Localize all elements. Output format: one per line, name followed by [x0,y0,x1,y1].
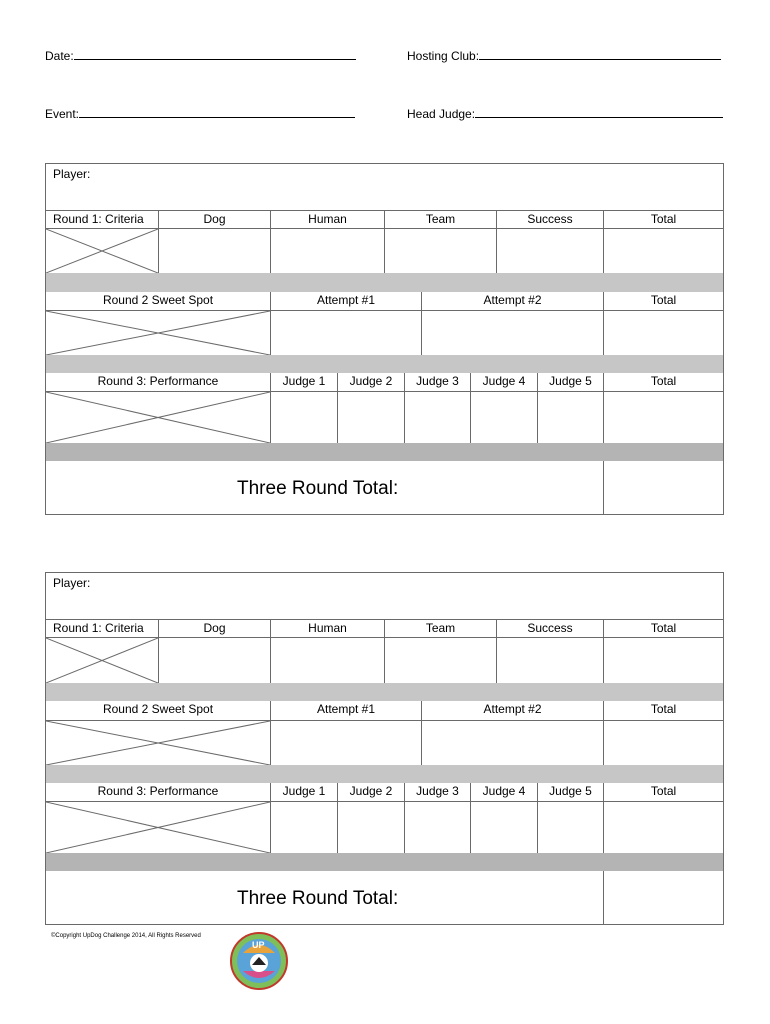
round1-header-row [46,211,723,228]
round2-col-attempt2: Attempt #2 [422,701,604,720]
round2-total-input[interactable] [604,311,723,355]
round3-col-total: Total [650,784,677,798]
round1-col-team: Team [385,620,497,637]
cross-out-icon [46,229,158,273]
round2-header-row [46,701,723,720]
three-round-total-label-cell [46,871,604,924]
round2-attempt1-input[interactable] [271,311,422,355]
cross-out-icon [46,802,270,853]
separator-bar [46,683,723,701]
round1-success-input[interactable] [497,638,604,683]
round1-dog-input[interactable] [159,229,271,273]
round1-total-input[interactable] [604,638,723,683]
round3-judge3-input[interactable] [405,802,471,853]
event-label: Event: [45,107,80,121]
round3-judge4-input[interactable] [471,392,538,443]
round1-col-total: Total [650,212,677,226]
round2-attempt2-input[interactable] [422,311,604,355]
round1-human-input[interactable] [271,638,385,683]
round1-success-input[interactable] [497,229,604,273]
separator-bar [46,355,723,373]
updog-challenge-logo-icon [229,931,289,991]
round1-col-human: Human [271,620,385,637]
player-field[interactable] [46,164,723,211]
round3-judge5-input[interactable] [538,392,604,443]
round3-col-judge2: Judge 2 [338,373,405,391]
round2-col-total: Total [650,702,677,716]
separator-bar [46,443,723,461]
round3-label: Round 3: Performance [46,373,271,391]
round3-col-judge3: Judge 3 [405,783,471,801]
date-label: Date: [45,49,74,63]
round3-judge1-input[interactable] [271,802,338,853]
round2-attempt1-input[interactable] [271,721,422,765]
cross-out-icon [46,638,158,683]
separator-bar [46,273,723,292]
cross-out-icon [46,311,270,355]
round3-judge1-input[interactable] [271,392,338,443]
score-card-1 [45,163,724,515]
round1-crossed-cell [46,638,159,683]
round2-col-attempt1: Attempt #1 [271,701,422,720]
round2-label: Round 2 Sweet Spot [46,292,271,310]
event-field[interactable] [45,106,355,121]
three-round-total-input[interactable] [604,461,723,514]
round3-input-row [46,392,723,443]
head-judge-field[interactable] [407,106,723,121]
round3-crossed-cell [46,802,271,853]
round1-col-total: Total [650,621,677,635]
round2-attempt2-input[interactable] [422,721,604,765]
round1-input-row [46,229,723,273]
round2-crossed-cell [46,721,271,765]
round1-label: Round 1: Criteria [46,211,159,228]
cross-out-icon [46,392,270,443]
round1-col-human: Human [271,211,385,228]
round2-col-attempt2: Attempt #2 [422,292,604,310]
round1-col-success: Success [497,211,604,228]
round1-team-input[interactable] [385,638,497,683]
round3-judge4-input[interactable] [471,802,538,853]
round3-header-row [46,783,723,801]
round1-col-dog: Dog [159,620,271,637]
round1-col-dog: Dog [159,211,271,228]
round1-crossed-cell [46,229,159,273]
player-field[interactable] [46,573,723,620]
round2-total-input[interactable] [604,721,723,765]
player-label: Player: [53,576,91,590]
copyright-text: ©Copyright UpDog Challenge 2014, All Rights Reserved [51,933,201,939]
round2-header-row [46,292,723,310]
three-round-total-label: Three Round Total: [237,478,399,499]
three-round-total-label: Three Round Total: [237,888,399,909]
round2-input-row [46,311,723,355]
three-round-total-row [46,461,723,514]
logo-text: UP [252,940,265,950]
round1-input-row [46,638,723,683]
round3-col-judge1: Judge 1 [271,373,338,391]
round3-judge2-input[interactable] [338,802,405,853]
round1-header-row [46,620,723,637]
separator-bar [46,853,723,871]
date-line [74,48,356,60]
round1-col-success: Success [497,620,604,637]
round2-label: Round 2 Sweet Spot [46,701,271,720]
score-card-2 [45,572,724,925]
round3-total-input[interactable] [604,802,723,853]
round3-judge3-input[interactable] [405,392,471,443]
round1-col-team: Team [385,211,497,228]
round3-crossed-cell [46,392,271,443]
round1-team-input[interactable] [385,229,497,273]
round1-total-input[interactable] [604,229,723,273]
round3-col-judge5: Judge 5 [538,373,604,391]
cross-out-icon [46,721,270,765]
round3-col-total: Total [650,374,677,388]
round3-judge5-input[interactable] [538,802,604,853]
hosting-club-field[interactable] [407,48,721,63]
round3-label: Round 3: Performance [46,783,271,801]
three-round-total-label-cell [46,461,604,514]
round3-col-judge2: Judge 2 [338,783,405,801]
round3-col-judge5: Judge 5 [538,783,604,801]
separator-bar [46,765,723,783]
round3-input-row [46,802,723,853]
round2-col-total: Total [650,293,677,307]
round2-input-row [46,721,723,765]
round3-judge2-input[interactable] [338,392,405,443]
three-round-total-row [46,871,723,924]
head-judge-label: Head Judge: [407,107,476,121]
round3-col-judge4: Judge 4 [471,373,538,391]
player-label: Player: [53,167,91,181]
round1-human-input[interactable] [271,229,385,273]
hosting-club-label: Hosting Club: [407,49,480,63]
round3-col-judge4: Judge 4 [471,783,538,801]
event-line [79,106,355,118]
round3-col-judge1: Judge 1 [271,783,338,801]
round2-col-attempt1: Attempt #1 [271,292,422,310]
three-round-total-input[interactable] [604,871,723,924]
round3-total-input[interactable] [604,392,723,443]
round1-label: Round 1: Criteria [46,620,159,637]
round2-crossed-cell [46,311,271,355]
round3-header-row [46,373,723,391]
round3-col-judge3: Judge 3 [405,373,471,391]
round1-dog-input[interactable] [159,638,271,683]
hosting-club-line [479,48,721,60]
head-judge-line [475,106,723,118]
date-field[interactable] [45,48,356,63]
